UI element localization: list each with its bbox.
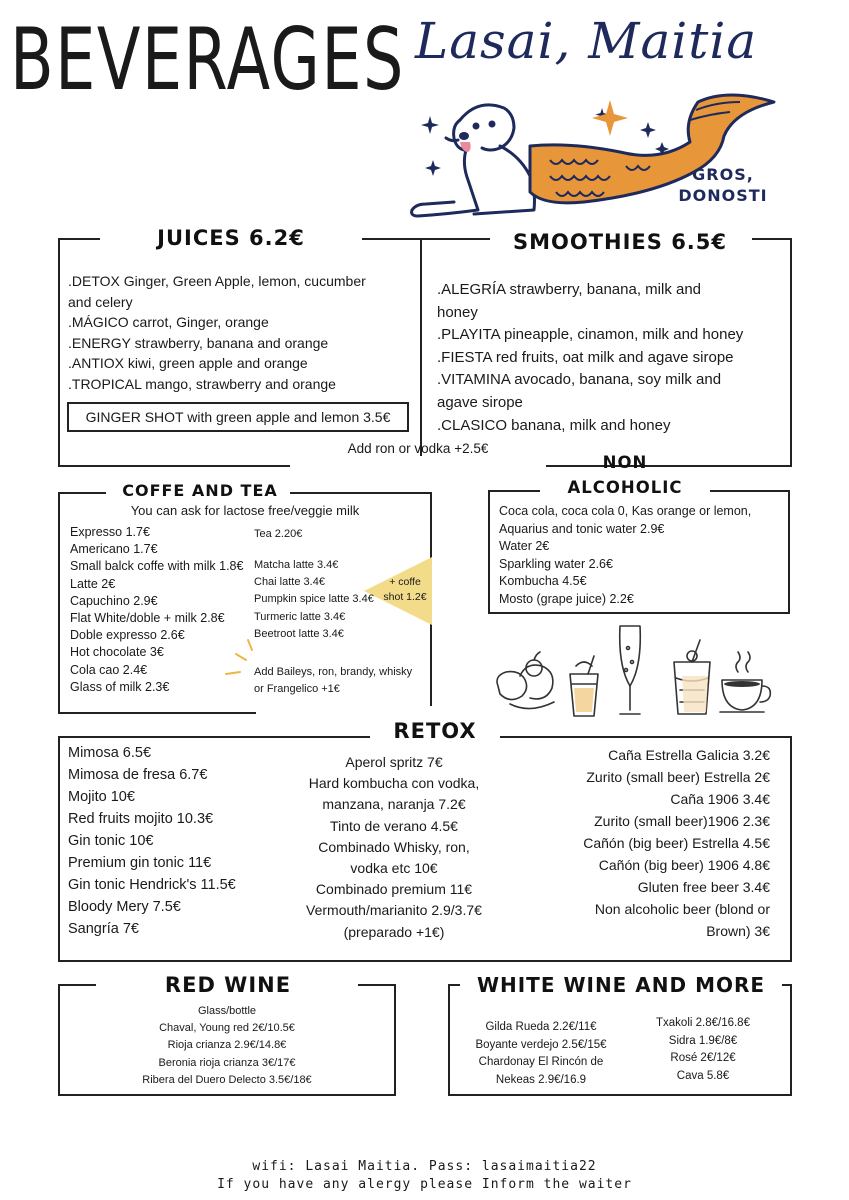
list-item: Combinado premium 11€: [315, 881, 473, 898]
dog-mermaid-logo-icon: [400, 80, 780, 230]
list-item: Mojito 10€: [68, 789, 135, 805]
retox-list-left: [68, 742, 236, 940]
list-item: Caña 1906 3.4€: [670, 791, 770, 807]
retox-heading: RETOX: [370, 716, 500, 746]
shot-line: shot 1.2€: [383, 591, 427, 603]
list-item: Ribera del Duero Delecto 3.5€/18€: [142, 1073, 312, 1086]
list-item: Nekeas 2.9€/16.9: [495, 1073, 587, 1086]
coffee-shot-note: [376, 575, 434, 605]
list-item: Premium gin tonic 11€: [68, 855, 212, 871]
juices-list: [68, 271, 366, 394]
allergy-note: If you have any alergy please Inform the waiter: [217, 1177, 632, 1192]
list-item: Rioja crianza 2.9€/14.8€: [167, 1039, 287, 1052]
footer: [0, 1158, 849, 1194]
list-item: Americano 1.7€: [70, 542, 158, 557]
page-title: BEVERAGES: [10, 10, 405, 110]
heading-line: ALCOHOLIC: [567, 478, 683, 497]
list-item: Water 2€: [499, 539, 550, 554]
liquor-line: Add Baileys, ron, brandy, whisky: [254, 666, 413, 678]
juices-heading: JUICES 6.2€: [148, 224, 314, 252]
list-item: Brown) 3€: [706, 923, 770, 939]
non-alcoholic-heading: [550, 450, 700, 500]
list-item: Small balck coffe with milk 1.8€: [70, 559, 244, 574]
list-item: Mimosa de fresa 6.7€: [68, 767, 208, 783]
list-item: Mimosa 6.5€: [68, 745, 152, 761]
list-item: Boyante verdejo 2.5€/15€: [475, 1038, 607, 1051]
retox-list-center: [274, 752, 514, 943]
brand-name: Lasai, Maitia: [415, 12, 758, 70]
list-item: Vermouth/marianito 2.9/3.7€: [306, 902, 482, 919]
list-item: Gin tonic 10€: [68, 833, 154, 849]
list-item: Flat White/doble + milk 2.8€: [70, 611, 225, 626]
list-item: Pumpkin spice latte 3.4€: [254, 593, 374, 606]
list-item: Cola cao 2.4€: [70, 662, 148, 677]
list-item: Cañón (big beer) Estrella 4.5€: [583, 835, 770, 851]
coffee-note: You can ask for lactose free/veggie milk: [130, 503, 360, 518]
list-item: Beetroot latte 3.4€: [254, 627, 344, 640]
list-item: Beronia rioja crianza 3€/17€: [158, 1056, 296, 1069]
shot-line: + coffe: [389, 576, 421, 588]
list-item: Rosé 2€/12€: [670, 1052, 736, 1065]
list-item: Aquarius and tonic water 2.9€: [499, 521, 665, 536]
list-item: (preparado +1€): [343, 923, 445, 940]
white-wine-list-right: [636, 1015, 770, 1085]
star-icon: [421, 116, 439, 134]
wifi-info: wifi: Lasai Maitia. Pass: lasaimaitia22: [252, 1159, 597, 1174]
list-item: .ALEGRÍA strawberry, banana, milk and: [437, 281, 702, 298]
list-item: manzana, naranja 7.2€: [322, 796, 466, 813]
red-wine-list: [58, 1003, 396, 1089]
white-wine-list-left: [458, 1019, 624, 1089]
liquor-line: or Frangelico +1€: [254, 683, 340, 695]
list-item: Combinado Whisky, ron,: [318, 838, 470, 855]
list-item: .PLAYITA pineapple, cinamon, milk and honey: [437, 326, 744, 344]
list-item: Hard kombucha con vodka,: [308, 775, 480, 792]
list-item: Capuchino 2.9€: [70, 593, 158, 608]
list-item: .ANTIOX kiwi, green apple and orange: [68, 355, 308, 371]
location-region: DONOSTI: [678, 186, 768, 205]
coffee-heading: COFFE AND TEA: [110, 480, 290, 502]
list-item: .ENERGY strawberry, banana and orange: [68, 334, 329, 351]
list-item: .DETOX Ginger, Green Apple, lemon, cucumber: [68, 273, 366, 289]
list-item: Glass of milk 2.3€: [70, 679, 170, 694]
coffee-list: [70, 524, 243, 696]
ginger-shot: GINGER SHOT with green apple and lemon 3.5€: [67, 402, 409, 432]
list-item: Sparkling water 2.6€: [499, 556, 613, 571]
list-item: Latte 2€: [70, 576, 116, 591]
list-item: and celery: [68, 293, 133, 310]
liquor-addon: [254, 664, 412, 698]
list-item: Coca cola, coca cola 0, Kas orange or lemon,: [499, 504, 752, 518]
brand-location: [668, 164, 778, 206]
list-item: Chaval, Young red 2€/10.5€: [159, 1022, 295, 1035]
location-city: GROS,: [692, 165, 754, 184]
list-item: .TROPICAL mango, strawberry and orange: [68, 375, 336, 392]
red-wine-heading: RED WINE: [100, 970, 356, 1000]
smoothie-addon: Add ron or vodka +2.5€: [347, 441, 489, 456]
retox-list-right: [520, 744, 770, 942]
list-item: Gin tonic Hendrick's 11.5€: [68, 877, 236, 893]
list-item: Cañón (big beer) 1906 4.8€: [598, 857, 770, 873]
sparkle-icon: [592, 100, 628, 136]
list-item: Txakoli 2.8€/16.8€: [656, 1017, 750, 1029]
list-item: .CLASICO banana, milk and honey: [437, 416, 671, 434]
star-icon: [640, 122, 656, 138]
list-item: Turmeric latte 3.4€: [254, 610, 346, 623]
list-item: Tinto de verano 4.5€: [330, 817, 458, 834]
list-item: Chai latte 3.4€: [254, 576, 325, 589]
star-icon: [425, 160, 441, 176]
tea-item: Tea 2.20€: [254, 528, 303, 540]
list-item: Sidra 1.9€/8€: [668, 1034, 738, 1047]
list-item: Cava 5.8€: [676, 1069, 730, 1082]
list-item: Doble expresso 2.6€: [70, 628, 185, 643]
smoothies-heading: SMOOTHIES 6.5€: [500, 228, 740, 256]
list-item: Kombucha 4.5€: [499, 574, 587, 589]
list-item: Non alcoholic beer (blond or: [594, 901, 770, 917]
list-item: Caña Estrella Galicia 3.2€: [608, 747, 770, 763]
fruits-icon: [497, 652, 554, 709]
list-item: Zurito (small beer)1906 2.3€: [594, 813, 770, 829]
list-item: Zurito (small beer) Estrella 2€: [586, 769, 770, 785]
latte-list: [254, 557, 374, 643]
non-alcoholic-list: [499, 503, 751, 609]
list-item: .VITAMINA avocado, banana, soy milk and: [437, 371, 722, 389]
list-item: Glass/bottle: [197, 1005, 257, 1017]
list-item: Gluten free beer 3.4€: [637, 879, 770, 895]
list-item: Expresso 1.7€: [70, 525, 150, 539]
heading-line: NON: [602, 453, 648, 472]
list-item: Aperol spritz 7€: [345, 754, 443, 770]
list-item: Mosto (grape juice) 2.2€: [499, 591, 634, 606]
list-item: .FIESTA red fruits, oat milk and agave sirope: [437, 348, 734, 366]
list-item: Bloody Mery 7.5€: [68, 899, 181, 915]
white-wine-heading: WHITE WINE AND MORE: [460, 970, 782, 1000]
champagne-icon: [620, 626, 641, 714]
list-item: honey: [437, 303, 478, 321]
list-item: Hot chocolate 3€: [70, 645, 164, 660]
smoothies-list: [437, 279, 743, 437]
list-item: Gilda Rueda 2.2€/11€: [485, 1021, 597, 1033]
drinks-illustration-icon: [492, 618, 778, 722]
list-item: Sangría 7€: [68, 921, 139, 937]
list-item: agave sirope: [437, 393, 523, 411]
list-item: Matcha latte 3.4€: [254, 559, 339, 571]
list-item: Red fruits mojito 10.3€: [68, 811, 214, 827]
burst-lines-icon: [222, 636, 258, 682]
list-item: Chardonay El Rincón de: [478, 1056, 604, 1069]
list-item: vodka etc 10€: [350, 860, 438, 877]
list-item: .MÁGICO carrot, Ginger, orange: [68, 314, 269, 330]
